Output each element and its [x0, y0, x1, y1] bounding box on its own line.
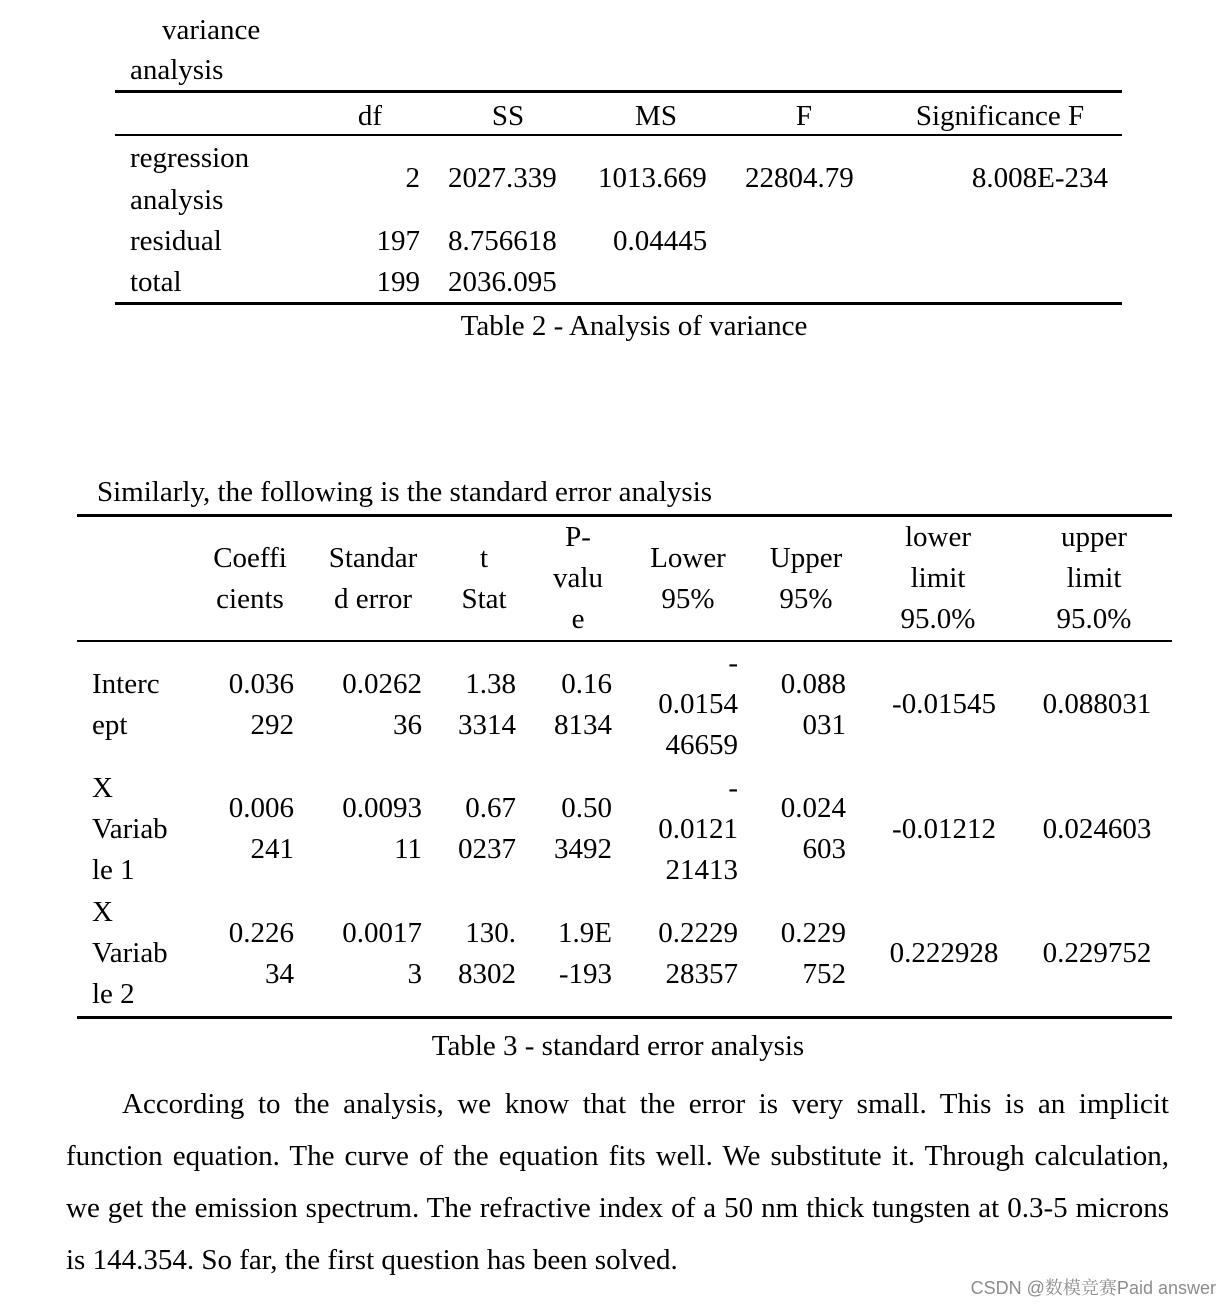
header-line: e: [571, 603, 585, 635]
cell-line: 1.38: [465, 668, 516, 700]
cell-line: -193: [558, 958, 612, 990]
cell-line: 1.9E: [558, 917, 612, 949]
header-line: lower: [904, 521, 972, 553]
table3-cell-xvar1-se: [318, 788, 422, 870]
table3-cell-xvar2-t: [440, 913, 516, 995]
cell-line: 11: [394, 833, 422, 865]
cell-line: 21413: [665, 854, 738, 886]
table2-cell-regression-ss: 2027.339: [448, 162, 557, 194]
table2-header-rule: [115, 134, 1122, 136]
header-line: cients: [216, 583, 284, 615]
cell-line: 0.088: [780, 668, 846, 700]
table2-cell-regression-f: 22804.79: [745, 162, 854, 194]
table3-intro-text: Similarly, the following is the standard error analysis: [97, 476, 713, 508]
table3-header-lower-95: [638, 538, 738, 620]
table2-row-regression-label2: analysis: [130, 184, 224, 216]
header-line: Stat: [461, 583, 507, 615]
table2-cell-residual-ss: 8.756618: [448, 225, 557, 257]
header-line: Upper: [769, 542, 843, 574]
table2-cell-regression-sig: 8.008E-234: [971, 162, 1108, 194]
cell-line: 0.226: [228, 917, 294, 949]
table3-header-lower-limit: [878, 517, 998, 640]
table2-row-total-label: total: [130, 266, 182, 298]
cell-line: 28357: [665, 958, 738, 990]
label-line: X: [92, 772, 113, 804]
table3-cell-xvar2-lower95: [640, 913, 738, 995]
table3-header-upper-95: [758, 538, 854, 620]
table3-header-p-value: [540, 517, 616, 640]
table2-header-ms: MS: [635, 100, 677, 132]
table3-cell-xvar1-p: [536, 788, 612, 870]
table2-title-line1: variance: [162, 14, 261, 46]
header-line: 95.0%: [1056, 603, 1132, 635]
table3-cell-intercept-se: [318, 664, 422, 746]
cell-line: 0.0017: [342, 917, 422, 949]
table3-cell-xvar2-coef: [200, 913, 294, 995]
label-line: le 1: [92, 854, 135, 886]
table2-top-rule: [115, 90, 1122, 93]
table3-header-t-stat: [444, 538, 524, 620]
body-paragraph: [66, 1078, 1169, 1286]
header-line: upper: [1060, 521, 1128, 553]
cell-line: 0.229: [780, 917, 846, 949]
header-line: limit: [910, 562, 966, 594]
table3-cell-xvar1-t: [440, 788, 516, 870]
label-line: le 2: [92, 978, 135, 1010]
table3-header-standard-error: [318, 538, 428, 620]
table2-bottom-rule: [115, 302, 1122, 305]
table3-cell-intercept-t: [440, 664, 516, 746]
cell-line: 031: [802, 709, 846, 741]
cell-line: 292: [250, 709, 294, 741]
table2-header-ss: SS: [491, 100, 525, 132]
table3-cell-intercept-p: [536, 664, 612, 746]
paragraph-text: According to the analysis, we know that the error is very small. This is an implicit function equation. The curve of the equation fits well. We substitute it. Through calculation, we get the emission spectrum. The refractive index of a 50 nm thick tungsten at 0.3-5 microns is 144.354. So far, the first question has been solved.: [66, 1088, 1169, 1276]
cell-line: -: [728, 772, 738, 804]
table3-cell-xvar1-coef: [200, 788, 294, 870]
watermark: CSDN @数模竞赛Paid answer: [970, 1278, 1216, 1298]
cell-line: 8302: [458, 958, 516, 990]
cell-line: 36: [393, 709, 422, 741]
table3-cell-xvar2-upper95: [760, 913, 846, 995]
header-line: d error: [333, 583, 413, 615]
table3-cell-intercept-lower-limit: -0.01545: [892, 688, 996, 720]
header-line: limit: [1066, 562, 1122, 594]
cell-line: 0237: [458, 833, 516, 865]
table2-header-significance-f: Significance F: [915, 100, 1085, 132]
table2-cell-residual-df: 197: [376, 225, 420, 257]
table2-row-regression-label1: regression: [130, 142, 250, 174]
table3-cell-intercept-lower95: [640, 643, 738, 766]
table2-header-f: F: [795, 100, 813, 132]
table3-cell-xvar1-upper95: [760, 788, 846, 870]
table3-caption: Table 3 - standard error analysis: [431, 1030, 805, 1062]
cell-line: 0.0262: [342, 668, 422, 700]
table2-cell-total-ss: 2036.095: [448, 266, 557, 298]
table2-header-df: df: [357, 100, 383, 132]
label-line: Interc: [92, 668, 160, 700]
cell-line: 130.: [465, 917, 516, 949]
table3-cell-xvar2-lower-limit: 0.222928: [889, 937, 999, 969]
table2-cell-total-df: 199: [376, 266, 420, 298]
cell-line: 0.0154: [658, 688, 738, 720]
table3-cell-intercept-coef: [200, 664, 294, 746]
cell-line: 0.67: [465, 792, 516, 824]
label-line: Variab: [92, 813, 168, 845]
table2-cell-residual-ms: 0.04445: [613, 225, 708, 257]
table3-cell-xvar1-upper-limit: 0.024603: [1042, 813, 1152, 845]
table3-header-upper-limit: [1034, 517, 1154, 640]
cell-line: 0.50: [561, 792, 612, 824]
cell-line: 0.0093: [342, 792, 422, 824]
table3-cell-intercept-upper-limit: 0.088031: [1042, 688, 1152, 720]
header-line: 95%: [661, 583, 715, 615]
cell-line: 0.006: [228, 792, 294, 824]
table3-cell-xvar2-upper-limit: 0.229752: [1042, 937, 1152, 969]
header-line: P-: [565, 521, 591, 553]
table3-cell-xvar1-lower-limit: -0.01212: [892, 813, 996, 845]
header-line: t: [479, 542, 489, 574]
table2-cell-regression-ms: 1013.669: [598, 162, 707, 194]
cell-line: -: [728, 647, 738, 679]
table2-row-residual-label: residual: [130, 225, 222, 257]
cell-line: 46659: [665, 729, 738, 761]
cell-line: 0.16: [561, 668, 612, 700]
header-line: valu: [553, 562, 603, 594]
cell-line: 0.024: [780, 792, 846, 824]
table3-header-coefficients: [200, 538, 300, 620]
table3-bottom-rule: [77, 1016, 1172, 1019]
header-line: Standar: [328, 542, 418, 574]
table3-cell-intercept-upper95: [760, 664, 846, 746]
cell-line: 3: [407, 958, 422, 990]
header-line: Lower: [650, 542, 726, 574]
table2-cell-regression-df: 2: [405, 162, 420, 194]
cell-line: 8134: [554, 709, 612, 741]
label-line: X: [92, 896, 113, 928]
cell-line: 603: [802, 833, 846, 865]
table3-row-xvar2-label: [92, 892, 168, 1015]
cell-line: 34: [265, 958, 294, 990]
cell-line: 0.2229: [658, 917, 738, 949]
header-line: 95.0%: [900, 603, 976, 635]
cell-line: 0.036: [228, 668, 294, 700]
table2-caption: Table 2 - Analysis of variance: [460, 310, 808, 342]
cell-line: 3314: [458, 709, 516, 741]
cell-line: 752: [802, 958, 846, 990]
table3-cell-xvar2-p: [536, 913, 612, 995]
label-line: ept: [92, 709, 128, 741]
cell-line: 241: [250, 833, 294, 865]
header-line: Coeffi: [213, 542, 287, 574]
cell-line: 3492: [554, 833, 612, 865]
table3-row-xvar1-label: [92, 768, 168, 891]
table3-cell-xvar1-lower95: [640, 768, 738, 891]
table2-title-line2: analysis: [130, 54, 224, 86]
label-line: Variab: [92, 937, 168, 969]
table3-cell-xvar2-se: [318, 913, 422, 995]
table3-row-intercept-label: [92, 664, 160, 746]
table3-header-rule: [77, 640, 1172, 642]
cell-line: 0.0121: [658, 813, 738, 845]
header-line: 95%: [779, 583, 833, 615]
table3-top-rule: [77, 514, 1172, 517]
